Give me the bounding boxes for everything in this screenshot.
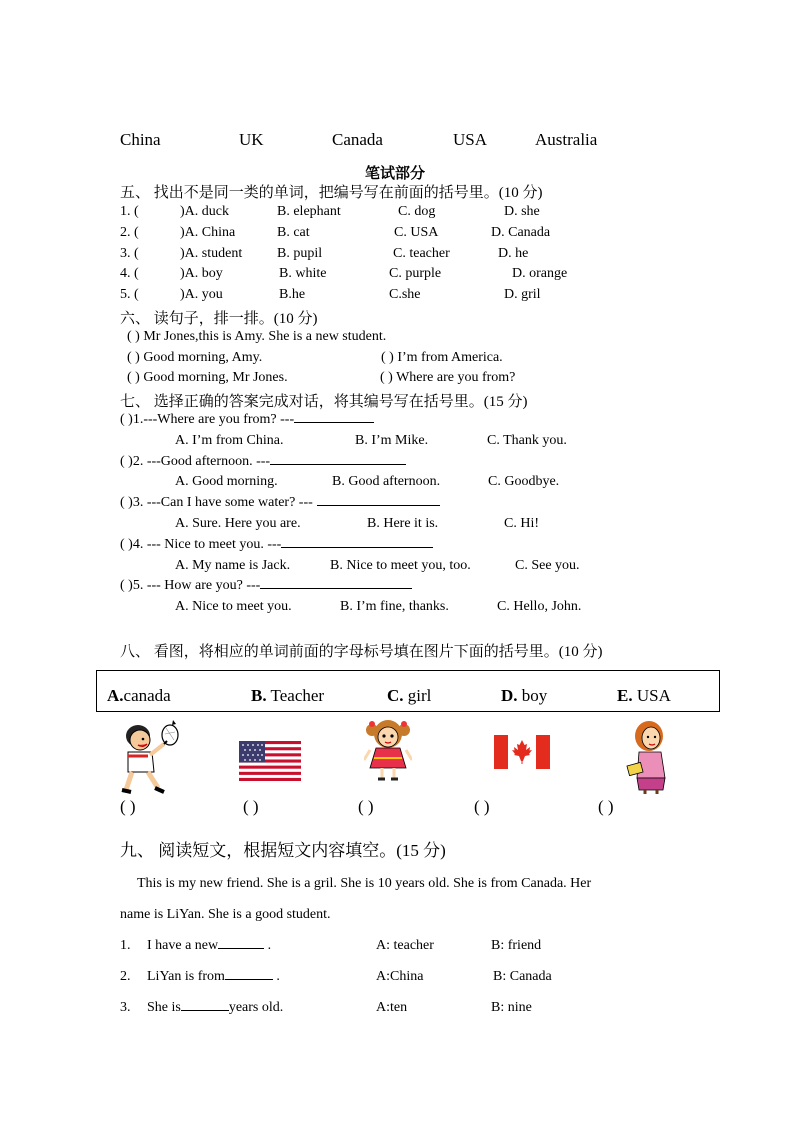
- s9-opt-a: A: teacher: [376, 938, 434, 953]
- option-letter: A.: [107, 686, 124, 705]
- s5-num: 3. (: [120, 246, 139, 261]
- s5-opt-b: B.he: [279, 287, 306, 302]
- option-word: canada: [123, 686, 171, 705]
- option-word: USA: [632, 686, 671, 705]
- s9-opt-b: B: friend: [491, 938, 542, 953]
- s5-opt-a: )A. student: [180, 246, 243, 261]
- answer-blank[interactable]: [294, 422, 374, 423]
- s7-opt-a: A. I’m from China.: [175, 433, 284, 448]
- s7-opt-a: A. Sure. Here you are.: [175, 516, 301, 531]
- word-option: [251, 686, 324, 706]
- s5-opt-d: D. Canada: [491, 225, 551, 240]
- option-letter: E.: [617, 686, 633, 705]
- s5-opt-c: C. teacher: [393, 246, 450, 261]
- answer-blank[interactable]: [218, 948, 264, 949]
- s9-opt-b: B: Canada: [493, 969, 552, 984]
- s9-question-text: [147, 1000, 283, 1016]
- s7-opt-c: C. Hi!: [504, 516, 539, 531]
- s9-heading: 九、 阅读短文，根据短文内容填空。(15 分): [120, 841, 446, 860]
- s9-question-pre: LiYan is from: [147, 969, 225, 984]
- s5-opt-d: D. gril: [504, 287, 541, 302]
- s7-opt-b: B. Good afternoon.: [332, 474, 441, 489]
- s9-question-post: .: [272, 969, 280, 984]
- s5-num: 2. (: [120, 225, 139, 240]
- s5-opt-c: C.she: [389, 287, 421, 302]
- s7-opt-c: C. Goodbye.: [488, 474, 560, 489]
- s7-opt-a: A. My name is Jack.: [175, 558, 291, 573]
- s5-opt-d: D. she: [504, 204, 540, 219]
- s7-opt-b: B. Nice to meet you, too.: [330, 558, 471, 573]
- answer-blank[interactable]: [181, 1010, 229, 1011]
- s5-num: 1. (: [120, 204, 139, 219]
- s9-passage-line: name is LiYan. She is a good student.: [120, 907, 331, 922]
- usa-flag-picture: [239, 741, 301, 781]
- s5-opt-b: B. white: [279, 266, 327, 281]
- s9-question-text: [147, 969, 280, 985]
- s6-sentence: ( ) Mr Jones,this is Amy. She is a new student.: [127, 329, 387, 344]
- s6-heading: 六、 读句子，排一排。(10 分): [120, 311, 318, 327]
- s9-question-number: 2.: [120, 969, 131, 984]
- option-letter: D.: [501, 686, 518, 705]
- s7-opt-b: B. I’m Mike.: [355, 433, 429, 448]
- boy-badminton-picture: [118, 718, 188, 800]
- s7-heading: 七、 选择正确的答案完成对话，将其编号写在括号里。(15 分): [120, 394, 528, 410]
- picture-answer-bracket[interactable]: ( ): [120, 797, 136, 816]
- teacher-picture: [625, 718, 673, 794]
- answer-blank[interactable]: [270, 464, 406, 465]
- s7-question: [120, 412, 374, 428]
- s7-question: [120, 454, 406, 470]
- s7-question-text: ( )1.---Where are you from? ---: [120, 412, 295, 427]
- s7-question-text: ( )3. ---Can I have some water? ---: [120, 495, 313, 510]
- country-australia: Australia: [535, 130, 598, 149]
- answer-blank[interactable]: [260, 588, 412, 589]
- s5-opt-a: )A. boy: [180, 266, 223, 281]
- s7-opt-b: B. I’m fine, thanks.: [340, 599, 449, 614]
- option-word: Teacher: [266, 686, 325, 705]
- s9-opt-a: A:ten: [376, 1000, 408, 1015]
- s7-opt-a: A. Nice to meet you.: [175, 599, 292, 614]
- answer-blank[interactable]: [225, 979, 273, 980]
- s6-sentence: ( ) Good morning, Amy.: [127, 350, 263, 365]
- girl-picture: [364, 718, 412, 782]
- country-uk: UK: [239, 130, 264, 149]
- s7-question: [120, 578, 412, 594]
- answer-blank[interactable]: [281, 547, 433, 548]
- option-letter: B.: [251, 686, 267, 705]
- s5-num: 5. (: [120, 287, 139, 302]
- s5-opt-c: C. purple: [389, 266, 442, 281]
- s6-sentence: ( ) I’m from America.: [381, 350, 503, 365]
- s9-question-pre: She is: [147, 1000, 181, 1015]
- s5-opt-d: D. he: [498, 246, 529, 261]
- country-usa: USA: [453, 130, 488, 149]
- s7-opt-b: B. Here it is.: [367, 516, 439, 531]
- s8-heading: 八、 看图，将相应的单词前面的字母标号填在图片下面的括号里。(10 分): [120, 644, 603, 660]
- country-canada: Canada: [332, 130, 383, 149]
- s5-num: 4. (: [120, 266, 139, 281]
- s5-opt-a: )A. duck: [180, 204, 229, 219]
- s5-opt-a: )A. China: [180, 225, 236, 240]
- word-option: [107, 686, 171, 706]
- word-bank-box: [96, 670, 720, 712]
- picture-answer-bracket[interactable]: ( ): [243, 797, 259, 816]
- s5-opt-b: B. cat: [277, 225, 310, 240]
- s5-opt-c: C. USA: [394, 225, 439, 240]
- word-option: [387, 686, 431, 706]
- word-option: [501, 686, 547, 706]
- s5-opt-c: C. dog: [398, 204, 436, 219]
- s5-opt-b: B. elephant: [277, 204, 341, 219]
- s9-question-number: 1.: [120, 938, 131, 953]
- picture-answer-bracket[interactable]: ( ): [358, 797, 374, 816]
- s7-opt-a: A. Good morning.: [175, 474, 278, 489]
- s6-sentence: ( ) Good morning, Mr Jones.: [127, 370, 288, 385]
- s7-question-text: ( )5. --- How are you? ---: [120, 578, 261, 593]
- word-option: [617, 686, 671, 706]
- country-china: China: [120, 130, 161, 149]
- picture-answer-bracket[interactable]: ( ): [474, 797, 490, 816]
- s9-passage-line: This is my new friend. She is a gril. She is 10 years old. She is from Canada. Her: [137, 876, 592, 891]
- s9-opt-b: B: nine: [491, 1000, 532, 1015]
- s5-heading: 五、 找出不是同一类的单词，把编号写在前面的括号里。(10 分): [120, 185, 543, 201]
- s7-opt-c: C. Thank you.: [487, 433, 567, 448]
- s9-question-post: .: [264, 938, 272, 953]
- s5-opt-b: B. pupil: [277, 246, 323, 261]
- s9-question-pre: I have a new: [147, 938, 219, 953]
- s9-question-post: years old.: [228, 1000, 284, 1015]
- s5-opt-d: D. orange: [512, 266, 568, 281]
- s7-opt-c: C. Hello, John.: [497, 599, 582, 614]
- s9-question-number: 3.: [120, 1000, 131, 1015]
- s7-question-text: ( )2. ---Good afternoon. ---: [120, 454, 271, 469]
- picture-answer-bracket[interactable]: ( ): [598, 797, 614, 816]
- s6-sentence: ( ) Where are you from?: [380, 370, 516, 385]
- s7-question: [120, 537, 433, 553]
- s9-opt-a: A:China: [376, 969, 424, 984]
- answer-blank[interactable]: [317, 505, 440, 506]
- s9-question-text: [147, 938, 271, 954]
- option-word: girl: [403, 686, 432, 705]
- option-letter: C.: [387, 686, 404, 705]
- s7-question: [120, 495, 440, 511]
- option-word: boy: [517, 686, 548, 705]
- section-title: 笔试部分: [365, 166, 426, 182]
- s7-question-text: ( )4. --- Nice to meet you. ---: [120, 537, 282, 552]
- canada-flag-picture: [494, 735, 550, 769]
- s7-opt-c: C. See you.: [515, 558, 580, 573]
- s5-opt-a: )A. you: [180, 287, 223, 302]
